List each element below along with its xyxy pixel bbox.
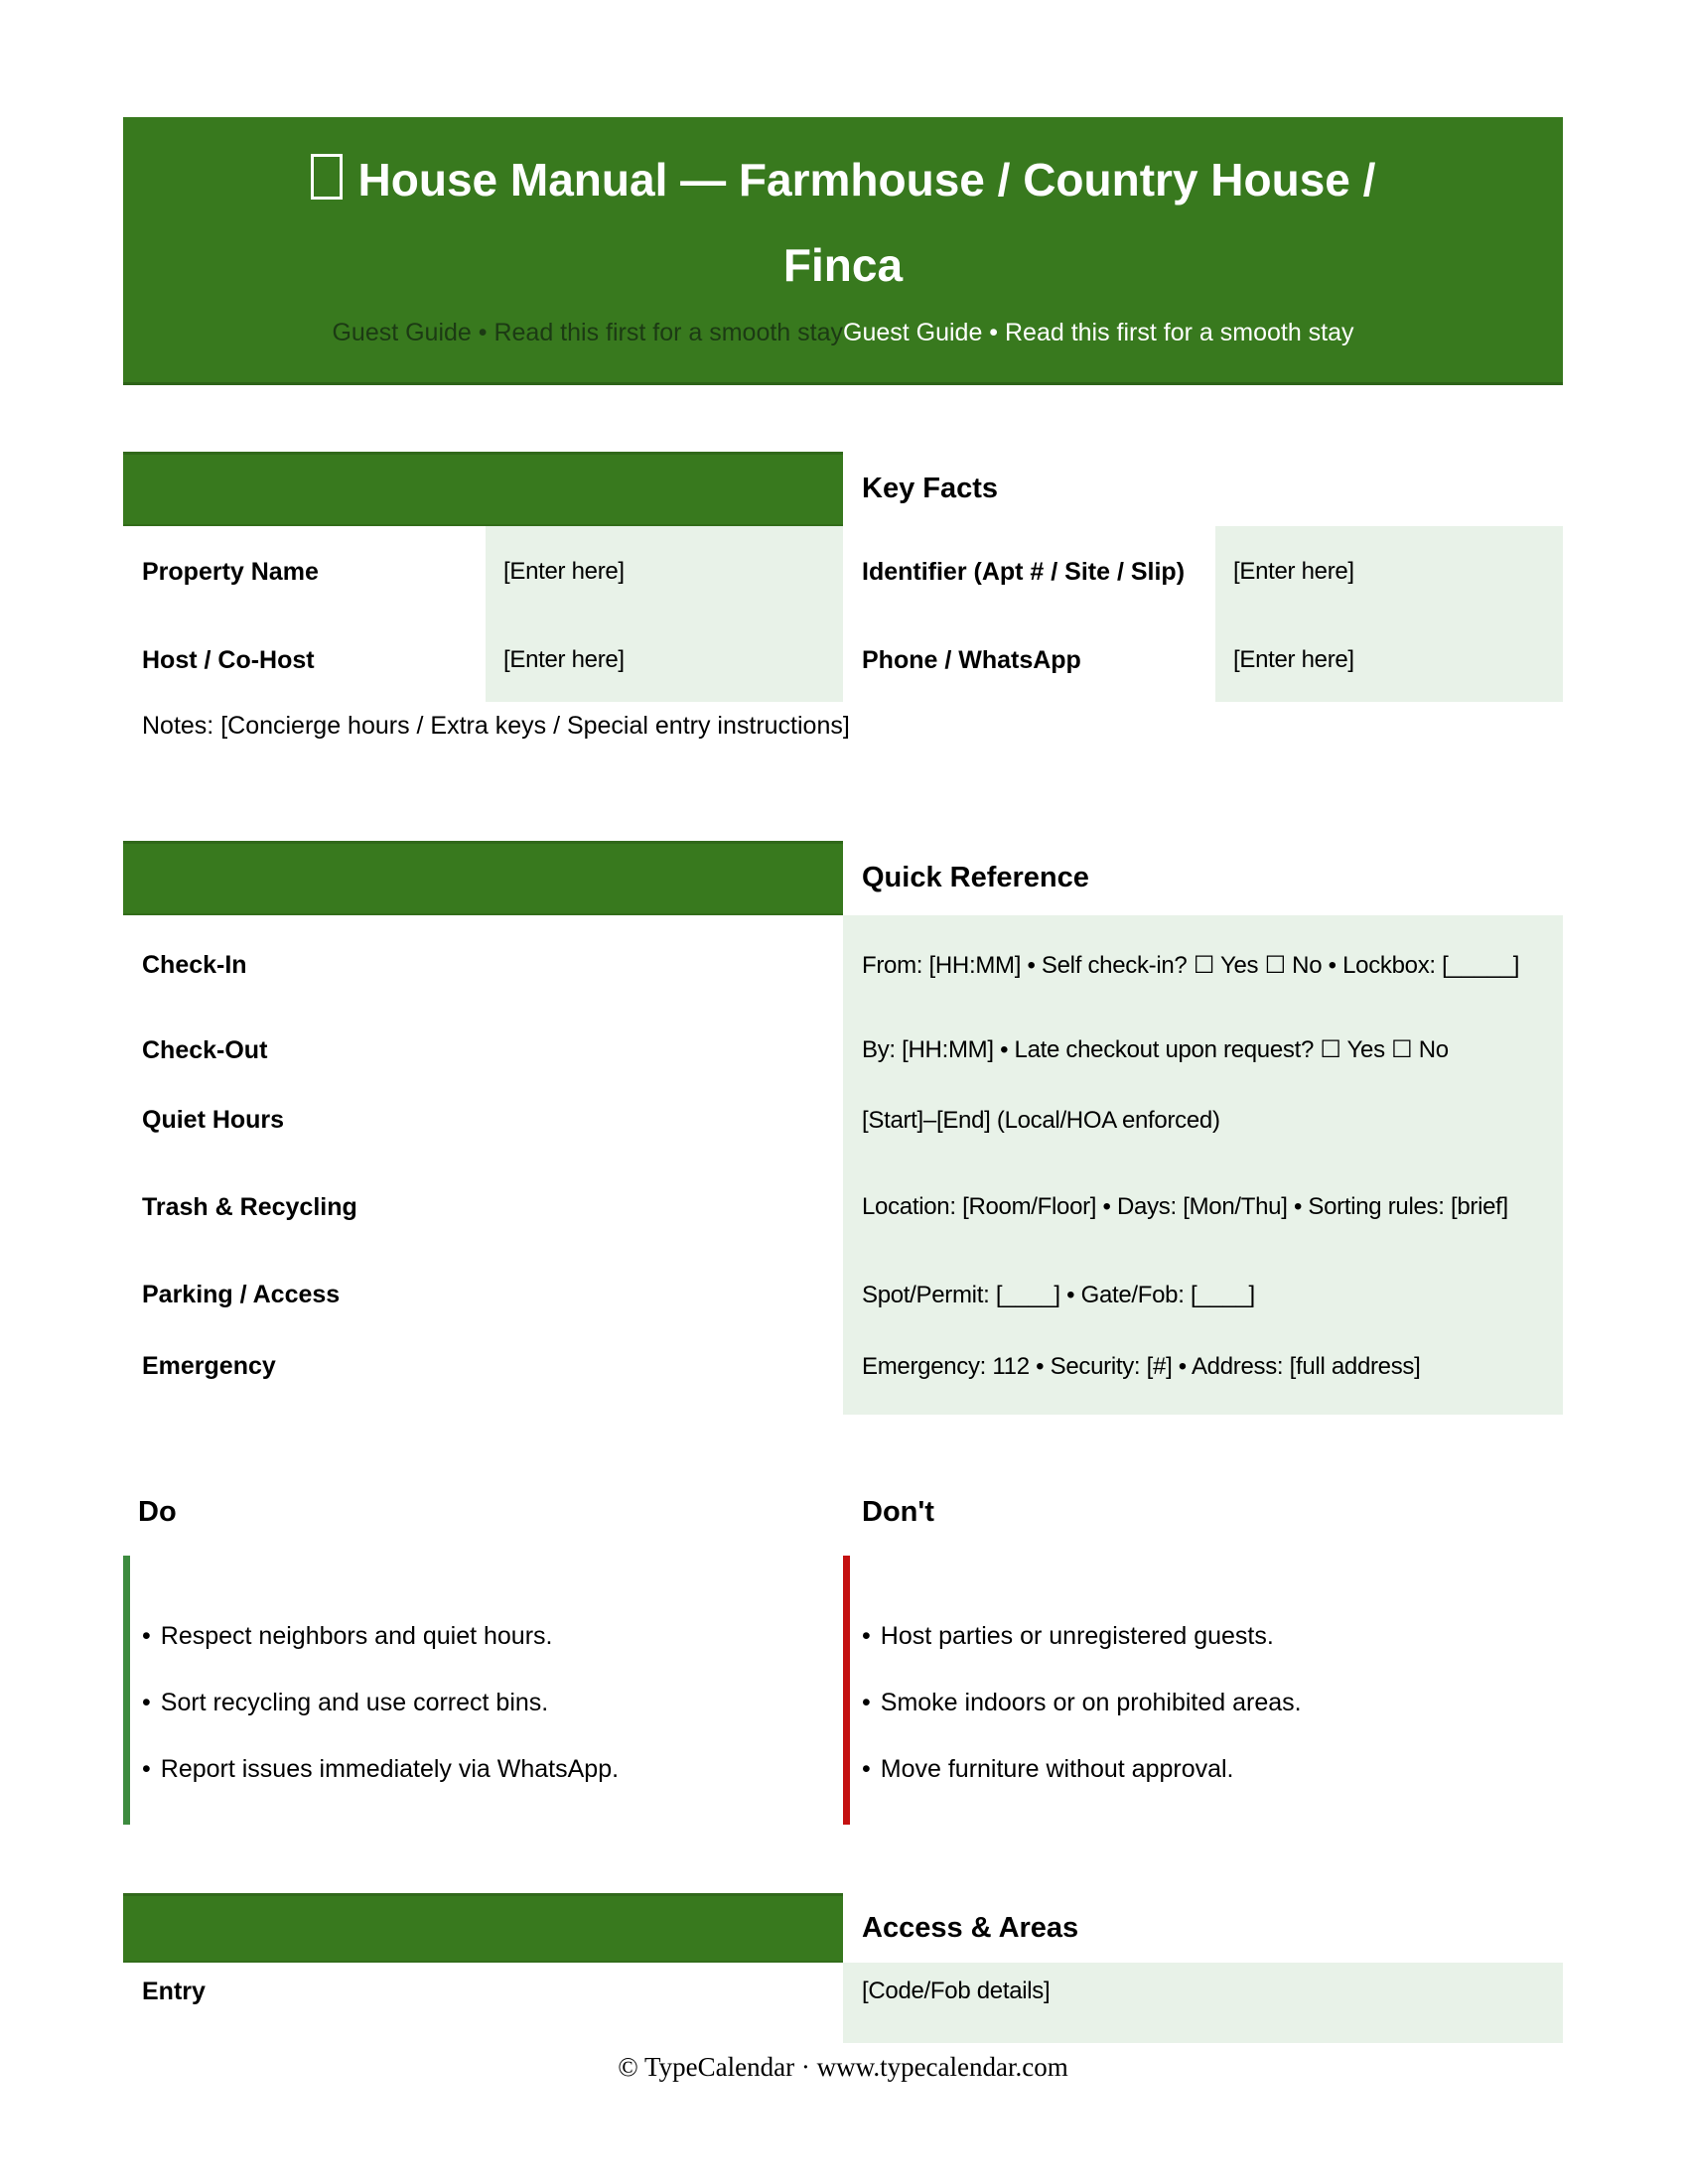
dont-item-text: Move furniture without approval.: [880, 1755, 1234, 1783]
page-title-text: House Manual — Farmhouse / Country House / Finca: [357, 154, 1376, 291]
list-item: [862, 1752, 1543, 1786]
do-item-text: Respect neighbors and quiet hours.: [160, 1622, 553, 1650]
page-subtitle: [123, 316, 1563, 349]
spacer: [843, 1402, 1563, 1415]
bullet-glyph: •: [142, 1755, 151, 1783]
quiet-hours-label: Quiet Hours: [142, 1106, 285, 1134]
access-areas-header-row: [123, 1893, 1563, 1963]
dont-column: [843, 1494, 1563, 1825]
dont-list: [843, 1556, 1563, 1825]
identifier-label: Identifier (Apt # / Site / Slip): [862, 558, 1186, 586]
list-item: [862, 1686, 1543, 1719]
quick-reference-heading: Quick Reference: [862, 862, 1089, 893]
identifier-field[interactable]: [Enter here]: [1215, 526, 1563, 617]
property-name-field[interactable]: [Enter here]: [486, 526, 843, 617]
table-row: [123, 526, 1563, 617]
emergency-value[interactable]: Emergency: 112 • Security: [#] • Address: [full address]: [843, 1330, 1563, 1402]
host-label: Host / Co-Host: [142, 645, 315, 674]
key-facts-notes: Notes: [Concierge hours / Extra keys / Special entry instructions]: [142, 712, 850, 740]
phone-whatsapp-label: Phone / WhatsApp: [862, 645, 1081, 674]
do-heading: Do: [138, 1496, 177, 1528]
access-areas-heading: Access & Areas: [862, 1911, 1079, 1944]
entry-label: Entry: [142, 1978, 206, 2005]
section-color-block: [123, 452, 843, 526]
entry-value[interactable]: [Code/Fob details]: [843, 1963, 1563, 2043]
trash-recycling-value[interactable]: Location: [Room/Floor] • Days: [Mon/Thu] • Sorting rules: [brief]: [843, 1155, 1563, 1259]
section-color-block: [123, 841, 843, 915]
table-row: [123, 1330, 1563, 1402]
table-row: [123, 1015, 1563, 1085]
page-title: [247, 137, 1439, 308]
table-row: [123, 617, 1563, 702]
quick-reference-header-row: [123, 841, 1563, 915]
do-column: [123, 1494, 843, 1825]
parking-access-label: Parking / Access: [142, 1281, 341, 1308]
header-banner: [123, 117, 1563, 385]
dont-item-text: Smoke indoors or on prohibited areas.: [880, 1689, 1302, 1716]
list-item: [142, 1619, 823, 1653]
spacer: [123, 1402, 843, 1415]
host-field[interactable]: [Enter here]: [486, 617, 843, 702]
quiet-hours-value[interactable]: [Start]–[End] (Local/HOA enforced): [843, 1085, 1563, 1155]
bullet-glyph: •: [862, 1755, 871, 1783]
emergency-label: Emergency: [142, 1352, 276, 1380]
key-facts-header-row: [123, 452, 1563, 526]
subtitle-dark-copy: Guest Guide • Read this first for a smooth stay: [332, 319, 843, 346]
bullet-glyph: •: [862, 1689, 871, 1716]
phone-whatsapp-field[interactable]: [Enter here]: [1215, 617, 1563, 702]
table-row: [123, 1259, 1563, 1330]
do-item-text: Sort recycling and use correct bins.: [160, 1689, 549, 1716]
check-out-label: Check-Out: [142, 1035, 268, 1064]
property-name-label: Property Name: [142, 558, 319, 586]
list-item: [142, 1752, 823, 1786]
bullet-glyph: •: [862, 1622, 871, 1650]
do-item-text: Report issues immediately via WhatsApp.: [160, 1755, 620, 1783]
dos-donts-section: [123, 1494, 1563, 1825]
parking-access-value[interactable]: Spot/Permit: [____] • Gate/Fob: [____]: [843, 1259, 1563, 1330]
check-in-label: Check-In: [142, 951, 247, 979]
table-row: [123, 1085, 1563, 1155]
list-item: [142, 1686, 823, 1719]
check-in-value[interactable]: From: [HH:MM] • Self check-in? ☐ Yes ☐ No • Lockbox: [_____]: [843, 915, 1563, 1015]
footer-credit-text: © TypeCalendar · www.typecalendar.com: [618, 2052, 1068, 2082]
list-item: [862, 1619, 1543, 1653]
do-list: [123, 1556, 843, 1825]
quick-reference-panel-padding: [123, 1402, 1563, 1415]
house-emoji-missing-glyph-icon: [311, 154, 343, 200]
table-row: [123, 1963, 1563, 2043]
trash-recycling-label: Trash & Recycling: [142, 1192, 357, 1221]
bullet-glyph: •: [142, 1689, 151, 1716]
section-color-block: [123, 1893, 843, 1963]
table-row: [123, 915, 1563, 1015]
quick-reference-section: [123, 841, 1563, 1415]
key-facts-section: [123, 452, 1563, 744]
bullet-glyph: •: [142, 1622, 151, 1650]
dont-heading: Don't: [862, 1496, 934, 1528]
subtitle-light-copy: Guest Guide • Read this first for a smooth stay: [843, 319, 1354, 346]
table-row: [123, 1155, 1563, 1259]
dont-item-text: Host parties or unregistered guests.: [880, 1622, 1274, 1650]
check-out-value[interactable]: By: [HH:MM] • Late checkout upon request? ☐ Yes ☐ No: [843, 1015, 1563, 1085]
access-areas-section: [123, 1893, 1563, 2043]
key-facts-heading: Key Facts: [862, 473, 999, 504]
page-footer: [123, 2051, 1563, 2083]
